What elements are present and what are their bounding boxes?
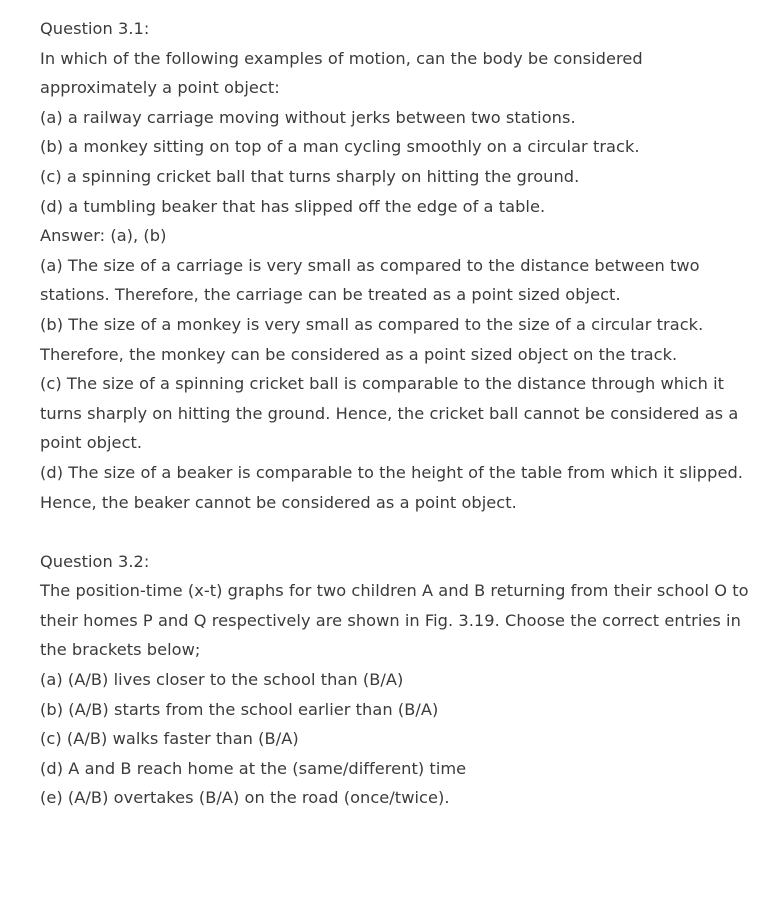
question-prompt-3-2: The position-time (x-t) graphs for two children A and B returning from their school O to their homes P and Q respectively are shown in Fig. 3.19. Choose the correct entries in the brackets below; bbox=[40, 581, 749, 660]
answer-explanation-3-1-b: (b) The size of a monkey is very small as compared to the size of a circular track. Therefore, the monkey can be considered as a point sized object on the track. bbox=[40, 314, 704, 364]
block-separator bbox=[40, 517, 764, 547]
answer-explanation-3-1-a: (a) The size of a carriage is very small as compared to the distance between two stations. Therefore, the carriage can be treated as a point sized object. bbox=[40, 255, 700, 305]
question-heading-3-1: Question 3.1: bbox=[40, 19, 150, 38]
question-option-3-2-d: (d) A and B reach home at the (same/different) time bbox=[40, 758, 467, 778]
answer-explanation-3-1-c: (c) The size of a spinning cricket ball is comparable to the distance through which it turns sharply on hitting the ground. Hence, the cricket ball cannot be considered as a point object. bbox=[40, 374, 739, 453]
question-option-3-1-a: (a) a railway carriage moving without jerks between two stations. bbox=[40, 107, 576, 127]
question-option-3-2-a: (a) (A/B) lives closer to the school than (B/A) bbox=[40, 670, 404, 690]
question-block-3-2 bbox=[40, 547, 764, 813]
question-option-3-1-d: (d) a tumbling beaker that has slipped off the edge of a table. bbox=[40, 196, 546, 216]
question-option-3-2-e: (e) (A/B) overtakes (B/A) on the road (once/twice). bbox=[40, 788, 450, 808]
question-option-3-1-c: (c) a spinning cricket ball that turns sharply on hitting the ground. bbox=[40, 166, 580, 186]
page-bottom-whitespace bbox=[40, 813, 764, 909]
question-option-3-2-b: (b) (A/B) starts from the school earlier than (B/A) bbox=[40, 699, 439, 719]
question-prompt-3-1: In which of the following examples of motion, can the body be considered approximately a point object: bbox=[40, 48, 643, 98]
answer-label-3-1: Answer: (a), (b) bbox=[40, 226, 167, 246]
question-heading-3-2: Question 3.2: bbox=[40, 551, 150, 571]
question-block-3-1 bbox=[40, 14, 764, 517]
question-option-3-1-b: (b) a monkey sitting on top of a man cycling smoothly on a circular track. bbox=[40, 137, 640, 157]
question-option-3-2-c: (c) (A/B) walks faster than (B/A) bbox=[40, 729, 299, 749]
answer-explanation-3-1-d: (d) The size of a beaker is comparable to the height of the table from which it slipped. Hence, the beaker cannot be considered as a point object. bbox=[40, 462, 743, 512]
